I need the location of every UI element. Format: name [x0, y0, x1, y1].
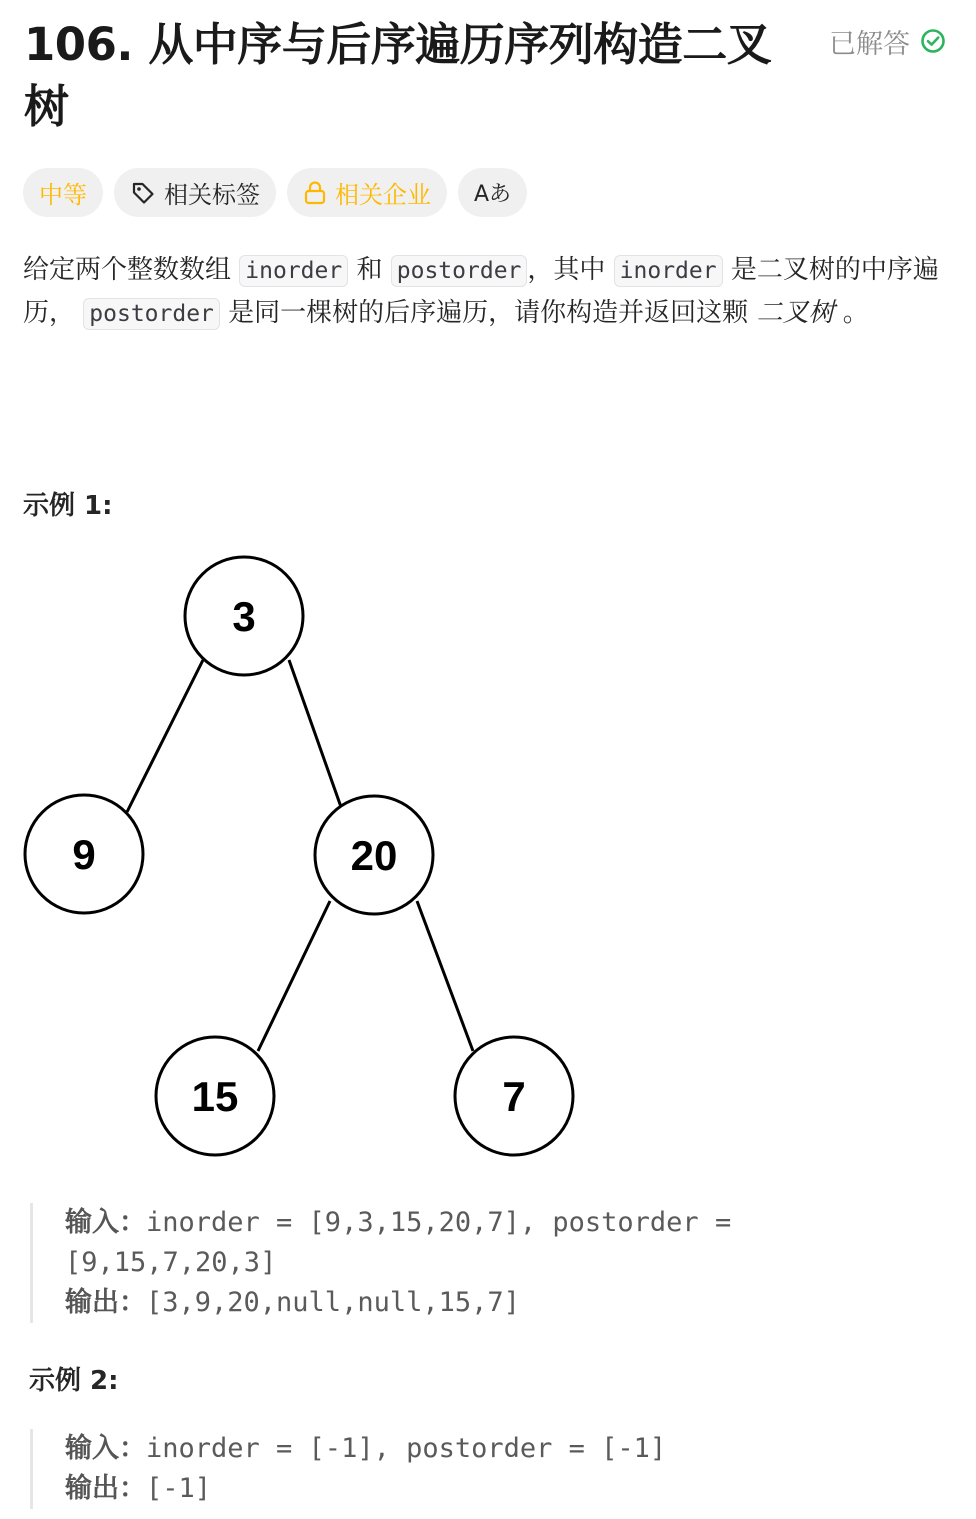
- difficulty-tag[interactable]: 中等: [23, 168, 103, 217]
- tree-edge: [127, 660, 203, 812]
- desc-text: 是二叉树的中序遍历，: [23, 255, 939, 328]
- output-value: [3,9,20,null,null,15,7]: [146, 1287, 520, 1318]
- input-label: 输入：: [65, 1433, 146, 1464]
- output-label: 输出：: [65, 1473, 146, 1504]
- tree-node-label: 3: [232, 593, 256, 640]
- check-circle-icon: [920, 28, 946, 54]
- tree-edge: [417, 901, 473, 1051]
- example-2-output: [65, 1469, 805, 1509]
- example-2-input: [65, 1429, 805, 1469]
- code-postorder: postorder: [83, 298, 220, 330]
- output-value: [-1]: [146, 1473, 212, 1504]
- tree-node-label: 20: [350, 832, 398, 879]
- translate-button[interactable]: Aあ: [458, 168, 527, 217]
- tag-bar: [23, 168, 527, 217]
- input-value: inorder = [9,3,15,20,7], postorder =: [146, 1207, 732, 1238]
- lock-icon: [303, 180, 327, 206]
- companies-tag[interactable]: [287, 168, 447, 217]
- code-inorder: inorder: [614, 255, 723, 287]
- example-1-io: [30, 1203, 805, 1323]
- desc-text: 和: [356, 255, 383, 285]
- example-2-io: [30, 1429, 805, 1509]
- tree-node-label: 15: [191, 1073, 239, 1120]
- tag-icon: [130, 180, 156, 206]
- tree-edge: [289, 660, 341, 807]
- binary-tree-diagram: [0, 540, 600, 1165]
- example-2-title: 示例 2:: [29, 1366, 119, 1396]
- example-1-output: [65, 1283, 805, 1323]
- desc-emphasis: 二叉树: [756, 298, 835, 328]
- desc-text: 是同一棵树的后序遍历，请你构造并返回这颗: [228, 298, 749, 328]
- input-label: 输入：: [65, 1207, 146, 1238]
- companies-label: 相关企业: [335, 181, 431, 209]
- desc-text: 给定两个整数数组: [23, 255, 232, 285]
- tree-edge: [258, 901, 330, 1051]
- output-label: 输出：: [65, 1287, 146, 1318]
- solved-label: 已解答: [829, 28, 910, 60]
- tree-node-label: 9: [72, 831, 96, 878]
- tree-node-label: 7: [502, 1073, 526, 1120]
- desc-text: ，其中: [527, 255, 606, 285]
- topics-label: 相关标签: [164, 181, 260, 209]
- solved-status: [829, 22, 946, 60]
- example-1-title: 示例 1:: [23, 491, 113, 521]
- example-1-input: [65, 1203, 805, 1243]
- code-postorder: postorder: [391, 255, 528, 287]
- code-inorder: inorder: [239, 255, 348, 287]
- problem-title: 106. 从中序与后序遍历序列构造二叉树: [24, 18, 772, 133]
- topics-tag[interactable]: [114, 168, 276, 217]
- example-1-input-cont: [9,15,7,20,3]: [65, 1247, 277, 1278]
- input-value: inorder = [-1], postorder = [-1]: [146, 1433, 667, 1464]
- problem-description: [23, 249, 948, 335]
- desc-text: 。: [842, 298, 869, 328]
